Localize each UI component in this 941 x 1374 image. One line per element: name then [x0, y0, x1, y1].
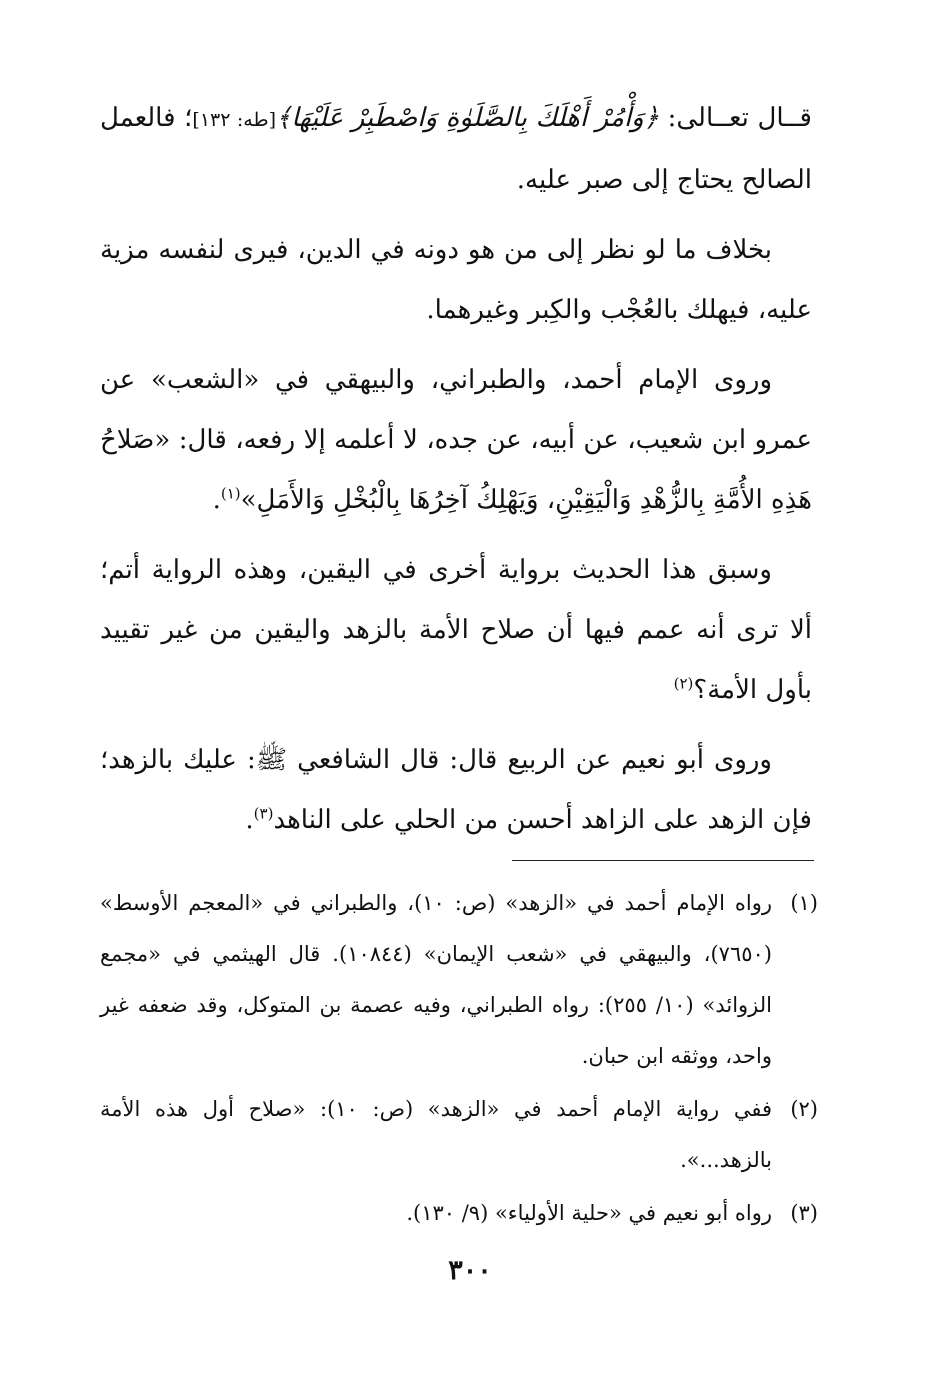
paragraph-quran-verse — [100, 88, 812, 210]
footnote-reference: (٢) — [673, 674, 694, 693]
paragraph-end: . — [245, 805, 254, 835]
verse-reference: [طه: ١٣٢] — [192, 109, 276, 131]
paragraph-end: . — [212, 485, 221, 515]
paragraph-text: وروى الإمام أحمد، والطبراني، والبيهقي في «الشعب» عن عمرو ابن شعيب، عن أبيه، عن جده، لا أعلمه إلا رفعه، قال: «صَلاحُ هَذِهِ الأُمَّةِ بِالزُّهْدِ وَالْيَقِيْنِ، وَيَهْلِكُ آخِرُهَا بِالْبُخْلِ وَالأَمَلِ» — [100, 365, 812, 515]
paragraph — [100, 220, 812, 340]
paragraph-text: وسبق هذا الحديث برواية أخرى في اليقين، وهذه الرواية أتم؛ ألا ترى أنه عمم فيها أن صلاح الأمة بالزهد واليقين من غير تقييد بأول الأمة؟ — [100, 555, 812, 705]
paragraph — [100, 540, 812, 720]
main-text — [100, 88, 812, 860]
footnote-text: رواه الإمام أحمد في «الزهد» (ص: ١٠)، والطبراني في «المعجم الأوسط» (٧٦٥٠)، والبيهقي في «شعب الإيمان» (١٠٨٤٤). قال الهيثمي في «مجمع الزوائد» (١٠/ ٢٥٥): رواه الطبراني، وفيه عصمة بن المتوكل، وقد ضعفه غير واحد، ووثقه ابن حبان. — [100, 891, 772, 1068]
footnote-reference: (٣) — [253, 804, 274, 823]
footnote-number: (١) — [790, 891, 818, 915]
footnote-number: (٢) — [790, 1097, 818, 1121]
quran-verse: ﴿وَأْمُرْ أَهْلَكَ بِالصَّلَوٰةِ وَاصْطَبِرْ عَلَيْهَا﴾ — [275, 103, 659, 133]
paragraph-text: بخلاف ما لو نظر إلى من هو دونه في الدين، فيرى لنفسه مزية عليه، فيهلك بالعُجْب والكِبر وغيرهما. — [100, 235, 812, 325]
footnote — [100, 878, 818, 1082]
footnote-separator — [512, 860, 814, 861]
footnote-text: ففي رواية الإمام أحمد في «الزهد» (ص: ١٠): «صلاح أول هذه الأمة بالزهد...». — [100, 1097, 772, 1172]
paragraph — [100, 730, 812, 850]
footnote-reference: (١) — [220, 484, 241, 503]
verse-intro: قــال تعــالى: — [658, 103, 812, 133]
footnote-text: رواه أبو نعيم في «حلية الأولياء» (٩/ ١٣٠). — [406, 1201, 772, 1225]
paragraph-text: ؛ فالعمل الصالح يحتاج إلى صبر عليه. — [100, 103, 812, 195]
footnotes — [100, 878, 818, 1241]
footnote-number: (٣) — [790, 1201, 818, 1225]
footnote — [100, 1188, 818, 1239]
paragraph-text: وروى أبو نعيم عن الربيع قال: قال الشافعي ﷺ: عليك بالزهد؛ فإن الزهد على الزاهد أحسن من الحلي على الناهد — [100, 745, 812, 835]
footnote — [100, 1084, 818, 1186]
page-number: ٣٠٠ — [448, 1255, 492, 1286]
paragraph — [100, 350, 812, 530]
